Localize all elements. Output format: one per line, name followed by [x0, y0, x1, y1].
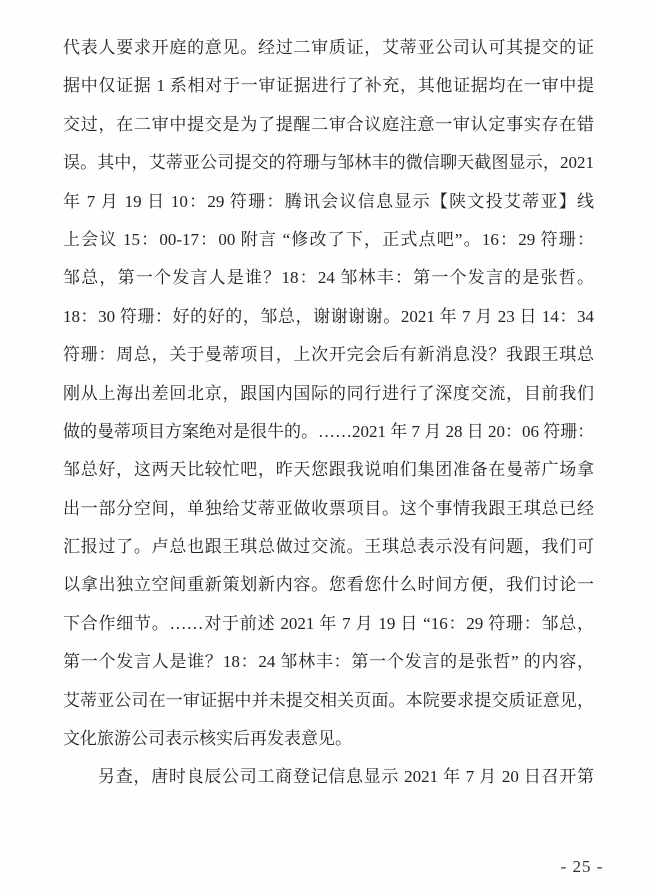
- text-line: 据中仅证据 1 系相对于一审证据进行了补充，其他证据均在一审中提: [63, 76, 594, 96]
- text-line: 误。其中，艾蒂亚公司提交的符珊与邹林丰的微信聊天截图显示，2021: [63, 153, 594, 173]
- text-line: 做的曼蒂项目方案绝对是很牛的。……2021 年 7 月 28 日 20：06 符珊：: [63, 421, 595, 441]
- text-line-paragraph-end: 文化旅游公司表示核实后再发表意见。: [63, 729, 352, 749]
- text-line: 邹总，第一个发言人是谁？18：24 邹林丰：第一个发言的是张哲。: [63, 268, 594, 288]
- text-line: 邹总好，这两天比较忙吧，昨天您跟我说咱们集团准备在曼蒂广场拿: [63, 460, 594, 480]
- page-number: - 25 -: [560, 857, 604, 876]
- text-line: 上会议 15：00-17：00 附言 “修改了下，正式点吧”。16：29 符珊：: [63, 229, 594, 249]
- text-line: 刚从上海出差回北京，跟国内国际的同行进行了深度交流，目前我们: [63, 383, 594, 403]
- text-line: 以拿出独立空间重新策划新内容。您看您什么时间方便，我们讨论一: [63, 575, 594, 595]
- text-line: 艾蒂亚公司在一审证据中并未提交相关页面。本院要求提交质证意见，: [63, 690, 594, 710]
- text-line: 交过，在二审中提交是为了提醒二审合议庭注意一审认定事实存在错: [63, 114, 594, 134]
- body-text: [63, 29, 594, 797]
- text-line: 出一部分空间，单独给艾蒂亚做收票项目。这个事情我跟王琪总已经: [63, 498, 594, 518]
- text-line: 符珊：周总，关于曼蒂项目，上次开完会后有新消息没？我跟王琪总: [63, 345, 594, 365]
- text-line: 汇报过了。卢总也跟王琪总做过交流。王琪总表示没有问题，我们可: [63, 537, 594, 557]
- text-line: 18：30 符珊：好的好的，邹总，谢谢谢谢。2021 年 7 月 23 日 14：34: [63, 306, 594, 326]
- text-line-new-paragraph: 另查，唐时良辰公司工商登记信息显示 2021 年 7 月 20 日召开第: [98, 767, 594, 787]
- text-line: 年 7 月 19 日 10：29 符珊：腾讯会议信息显示【陕文投艾蒂亚】线: [63, 191, 594, 211]
- text-line: 代表人要求开庭的意见。经过二审质证，艾蒂亚公司认可其提交的证: [63, 38, 594, 57]
- text-line: 下合作细节。……对于前述 2021 年 7 月 19 日 “16：29 符珊：邹总，: [63, 613, 594, 633]
- text-line: 第一个发言人是谁？18：24 邹林丰：第一个发言的是张哲” 的内容，: [63, 652, 594, 672]
